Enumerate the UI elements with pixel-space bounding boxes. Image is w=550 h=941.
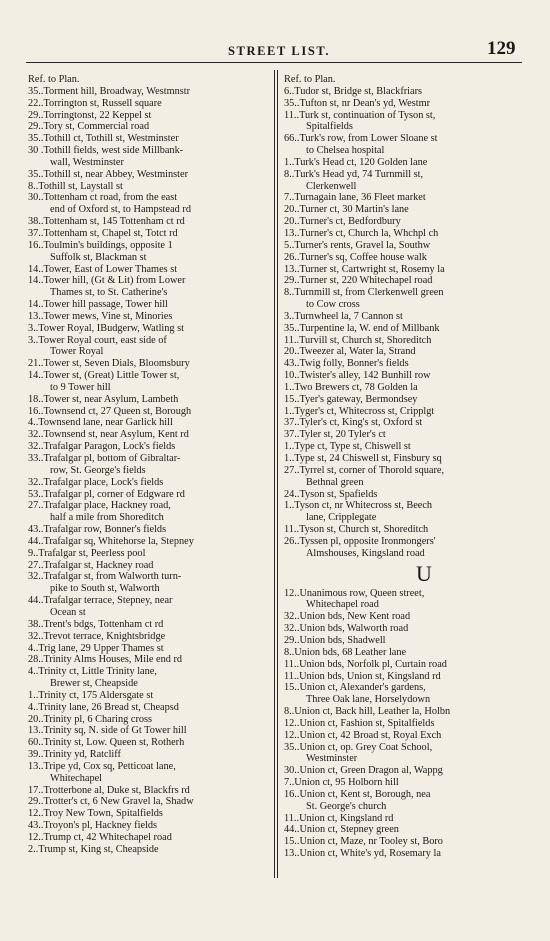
street-entry: 14..Tower hill, (Gt & Lit) from Lower bbox=[28, 275, 186, 287]
street-entry: 12..Union ct, 42 Broad st, Royal Exch bbox=[284, 729, 442, 741]
street-entry: 11..Tyson st, Church st, Shoreditch bbox=[284, 524, 429, 536]
entry-continuation: Three Oak lane, Horselydown bbox=[306, 694, 431, 706]
street-entry: 29..Torringtonst, 22 Keppel st bbox=[28, 109, 152, 121]
street-entry: 15..Union ct, Alexander's gardens, bbox=[284, 682, 426, 694]
running-title: STREET LIST. bbox=[228, 44, 331, 58]
street-entry: 1..Type st, 24 Chiswell st, Finsbury sq bbox=[284, 453, 442, 464]
entry-continuation: half a mile from Shoreditch bbox=[50, 512, 164, 524]
street-entry: 12..Troy New Town, Spitalfields bbox=[28, 808, 163, 820]
street-entry: 43..Twig folly, Bonner's fields bbox=[284, 358, 409, 370]
street-entry: 13..Union ct, White's yd, Rosemary la bbox=[284, 848, 441, 860]
street-entry: 39..Trinity yd, Ratcliff bbox=[28, 749, 121, 761]
street-entry: 2..Trump st, King st, Cheapside bbox=[28, 843, 159, 855]
entry-continuation: Westminster bbox=[306, 753, 358, 765]
street-entry: 29..Tory st, Commercial road bbox=[28, 121, 150, 133]
entry-continuation: Suffolk st, Blackman st bbox=[50, 251, 147, 263]
street-entry: 7..Union ct, 95 Holborn hill bbox=[284, 777, 399, 789]
street-entry: 28..Trinity Alms Houses, Mile end rd bbox=[28, 654, 183, 666]
street-entry: 44..Trafalgar sq, Whitehorse la, Stepney bbox=[28, 535, 194, 547]
street-entry: 1..Two Brewers ct, 78 Golden la bbox=[284, 381, 418, 393]
street-entry: 29..Turner st, 220 Whitechapel road bbox=[284, 275, 433, 287]
street-entry: 11..Union bds, Norfolk pl, Curtain road bbox=[284, 658, 447, 670]
street-entry: 35..Union ct, op. Grey Coat School, bbox=[284, 741, 433, 753]
entry-continuation: Clerkenwell bbox=[306, 180, 357, 192]
entry-continuation: Almshouses, Kingsland road bbox=[306, 547, 425, 559]
street-entry: 18..Tower st, near Asylum, Lambeth bbox=[28, 393, 179, 405]
street-entry: 13..Turner's ct, Church la, Whchpl ch bbox=[284, 227, 439, 239]
street-entry: 32..Trafalgar Paragon, Lock's fields bbox=[28, 441, 176, 453]
column-heading: Ref. to Plan. bbox=[28, 74, 80, 85]
street-entry: 8..Turnmill st, from Clerkenwell green bbox=[284, 287, 444, 299]
street-entry: 33..Trafalgar pl, bottom of Gibraltar- bbox=[28, 453, 181, 464]
street-entries bbox=[28, 86, 272, 856]
street-entry: 17..Trotterbone al, Duke st, Blackfrs rd bbox=[28, 784, 190, 796]
street-entry: 13..Trinity sq, N. side of Gt Tower hill bbox=[28, 725, 187, 737]
entry-continuation: Thames st, to St. Catherine's bbox=[50, 287, 168, 299]
street-entry: 13..Tripe yd, Cox sq, Petticoat lane, bbox=[28, 760, 176, 772]
right-column bbox=[284, 74, 524, 860]
street-entry: 3..Tower Royal court, east side of bbox=[28, 334, 167, 346]
street-entry: 20..Turner's ct, Bedfordbury bbox=[284, 216, 401, 228]
entry-continuation: Whitechapel bbox=[50, 772, 103, 784]
street-entry: 66..Turk's row, from Lower Sloane st bbox=[284, 133, 438, 145]
street-entry: 38..Trent's bdgs, Tottenham ct rd bbox=[28, 618, 164, 630]
entry-continuation: Brewer st, Cheapside bbox=[50, 678, 138, 690]
entry-continuation: to Chelsea hospital bbox=[306, 145, 385, 157]
street-entry: 60..Trinity st, Low. Queen st, Rotherh bbox=[28, 737, 185, 749]
entry-continuation: pike to South st, Walworth bbox=[50, 583, 160, 595]
street-entry: 1..Trinity ct, 175 Aldersgate st bbox=[28, 689, 154, 701]
street-entry: 43..Trafalgar row, Bonner's fields bbox=[28, 524, 167, 536]
column-heading: Ref. to Plan. bbox=[284, 74, 336, 85]
street-entries bbox=[284, 86, 524, 560]
street-entry: 27..Tyrrel st, corner of Thorold square, bbox=[284, 464, 445, 476]
street-entry: 1..Tyger's ct, Whitecross st, Cripplgt bbox=[284, 405, 435, 417]
street-entry: 1..Tyson ct, nr Whitecross st, Beech bbox=[284, 500, 433, 512]
entry-continuation: row, St. George's fields bbox=[50, 464, 146, 476]
entry-continuation: Spitalfields bbox=[306, 121, 353, 133]
street-entry: 7..Turnagain lane, 36 Fleet market bbox=[284, 192, 426, 204]
street-entry: 35..Torment hill, Broadway, Westmnstr bbox=[28, 85, 191, 97]
street-entry: 21..Tower st, Seven Dials, Bloomsbury bbox=[28, 358, 190, 370]
left-column bbox=[28, 74, 272, 856]
street-entry: 12..Unanimous row, Queen street, bbox=[284, 587, 425, 599]
street-entry: 30..Union ct, Green Dragon al, Wappg bbox=[284, 765, 443, 777]
street-entry: 8..Turk's Head yd, 74 Turnmill st, bbox=[284, 168, 424, 180]
street-entry: 5..Turner's rents, Gravel la, Southw bbox=[284, 239, 431, 251]
street-entry: 4..Trig lane, 29 Upper Thames st bbox=[28, 642, 164, 654]
street-entry: 32..Trevot terrace, Knightsbridge bbox=[28, 630, 166, 642]
street-entry: 43..Troyon's pl, Hackney fields bbox=[28, 820, 158, 832]
street-entry: 35..Tothill ct, Tothill st, Westminster bbox=[28, 133, 179, 145]
street-entry: 9..Trafalgar st, Peerless pool bbox=[28, 547, 146, 559]
street-entry: 3..Tower Royal, IBudgerw, Watling st bbox=[28, 322, 185, 334]
street-entry: 20..Turner ct, 30 Martin's lane bbox=[284, 204, 409, 216]
street-entry: 4..Trinity ct, Little Trinity lane, bbox=[28, 666, 157, 678]
street-entry: 8..Union bds, 68 Leather lane bbox=[284, 646, 407, 658]
street-entry: 4..Townsend lane, near Garlick hill bbox=[28, 417, 173, 429]
street-entry: 14..Tower hill passage, Tower hill bbox=[28, 299, 168, 311]
street-entry: 37..Tyler's ct, King's st, Oxford st bbox=[284, 417, 423, 429]
street-entry: 32..Union bds, New Kent road bbox=[284, 611, 411, 623]
street-entry: 22..Torrington st, Russell square bbox=[28, 97, 162, 109]
street-entry: 44..Trafalgar terrace, Stepney, near bbox=[28, 595, 173, 607]
entry-continuation: to Cow cross bbox=[306, 299, 360, 311]
street-entry: 30..Tottenham ct road, from the east bbox=[28, 192, 178, 204]
street-entry: 14..Tower st, (Great) Little Tower st, bbox=[28, 370, 180, 382]
street-entry: 1..Type ct, Type st, Chiswell st bbox=[284, 441, 411, 453]
street-entry: 12..Union ct, Fashion st, Spitalfields bbox=[284, 717, 435, 729]
street-entry: 8..Tothill st, Laystall st bbox=[28, 180, 123, 192]
entry-continuation: lane, Cripplegate bbox=[306, 512, 377, 524]
street-entry: 1..Turk's Head ct, 120 Golden lane bbox=[284, 156, 428, 168]
street-entry: 32..Trafalgar st, from Walworth turn- bbox=[28, 571, 182, 583]
street-entry: 27..Trafalgar st, Hackney road bbox=[28, 559, 154, 571]
street-entry: 4..Trinity lane, 26 Bread st, Cheapsd bbox=[28, 701, 179, 713]
street-entry: 16..Toulmin's buildings, opposite 1 bbox=[28, 239, 173, 251]
street-entry: 30 .Tothill fields, west side Millbank- bbox=[28, 145, 184, 157]
street-entry: 12..Trump ct, 42 Whitechapel road bbox=[28, 832, 172, 843]
street-entry: 14..Tower, East of Lower Thames st bbox=[28, 263, 178, 275]
street-entry: 3..Turnwheel la, 7 Cannon st bbox=[284, 310, 403, 322]
column-divider bbox=[274, 70, 275, 878]
street-entry: 16..Townsend ct, 27 Queen st, Borough bbox=[28, 405, 192, 417]
page-header bbox=[0, 38, 550, 62]
street-entry: 10..Twister's alley, 142 Bunhill row bbox=[284, 370, 431, 382]
street-entry: 29..Trotter's ct, 6 New Gravel la, Shadw bbox=[28, 796, 194, 808]
street-entry: 24..Tyson st, Spafields bbox=[284, 488, 378, 500]
street-entry: 32..Trafalgar place, Lock's fields bbox=[28, 476, 164, 488]
entry-continuation: wall, Westminster bbox=[50, 156, 124, 168]
header-rule bbox=[26, 62, 522, 63]
street-entry: 15..Union ct, Maze, nr Tooley st, Boro bbox=[284, 836, 443, 848]
street-entry: 53..Trafalgar pl, corner of Edgware rd bbox=[28, 488, 185, 500]
street-entry: 29..Union bds, Shadwell bbox=[284, 634, 386, 646]
street-entry: 6..Tudor st, Bridge st, Blackfriars bbox=[284, 85, 423, 97]
entry-continuation: Tower Royal bbox=[50, 346, 104, 358]
street-entry: 37..Tottenham st, Chapel st, Totct rd bbox=[28, 227, 178, 239]
street-entry: 11..Union bds, Union st, Kingsland rd bbox=[284, 670, 441, 682]
street-entry: 13..Tower mews, Vine st, Minories bbox=[28, 310, 173, 322]
street-entry: 37..Tyler st, 20 Tyler's ct bbox=[284, 429, 386, 441]
entry-continuation: Ocean st bbox=[50, 606, 86, 618]
street-entry: 8..Union ct, Back hill, Leather la, Holbn bbox=[284, 706, 451, 718]
street-entry: 20..Trinity pl, 6 Charing cross bbox=[28, 713, 153, 725]
entry-continuation: St. George's church bbox=[306, 800, 387, 812]
street-entry: 35..Turpentine la, W. end of Millbank bbox=[284, 322, 440, 334]
column-divider bbox=[277, 70, 278, 878]
street-entry: 32..Townsend st, near Asylum, Kent rd bbox=[28, 429, 189, 441]
street-entry: 20..Tweezer al, Water la, Strand bbox=[284, 346, 416, 358]
entry-continuation: Whitechapel road bbox=[306, 599, 379, 611]
entry-continuation: to 9 Tower hill bbox=[50, 381, 111, 393]
street-entry: 44..Union ct, Stepney green bbox=[284, 824, 399, 836]
street-entry: 38..Tottenham st, 145 Tottenham ct rd bbox=[28, 216, 185, 228]
section-letter-heading: U bbox=[416, 560, 432, 586]
street-entry: 32..Union bds, Walworth road bbox=[284, 623, 409, 635]
entry-continuation: end of Oxford st, to Hampstead rd bbox=[50, 204, 191, 216]
street-entry: 16..Union ct, Kent st, Borough, nea bbox=[284, 788, 431, 800]
street-entry: 11..Turk st, continuation of Tyson st, bbox=[284, 109, 436, 121]
street-entry: 26..Tyssen pl, opposite Ironmongers' bbox=[284, 535, 436, 547]
street-entries bbox=[284, 588, 524, 860]
street-entry: 11..Union ct, Kingsland rd bbox=[284, 812, 394, 824]
street-entry: 26..Turner's sq, Coffee house walk bbox=[284, 251, 427, 263]
street-entry: 35..Tothill st, near Abbey, Westminster bbox=[28, 168, 189, 180]
page-number: 129 bbox=[487, 38, 516, 59]
street-entry: 35..Tufton st, nr Dean's yd, Westmr bbox=[284, 97, 431, 109]
street-entry: 13..Turner st, Cartwright st, Rosemy la bbox=[284, 263, 445, 275]
street-entry: 15..Tyer's gateway, Bermondsey bbox=[284, 393, 418, 405]
street-entry: 27..Trafalgar place, Hackney road, bbox=[28, 500, 171, 512]
entry-continuation: Bethnal green bbox=[306, 476, 364, 488]
street-entry: 11..Turvill st, Church st, Shoreditch bbox=[284, 334, 432, 346]
